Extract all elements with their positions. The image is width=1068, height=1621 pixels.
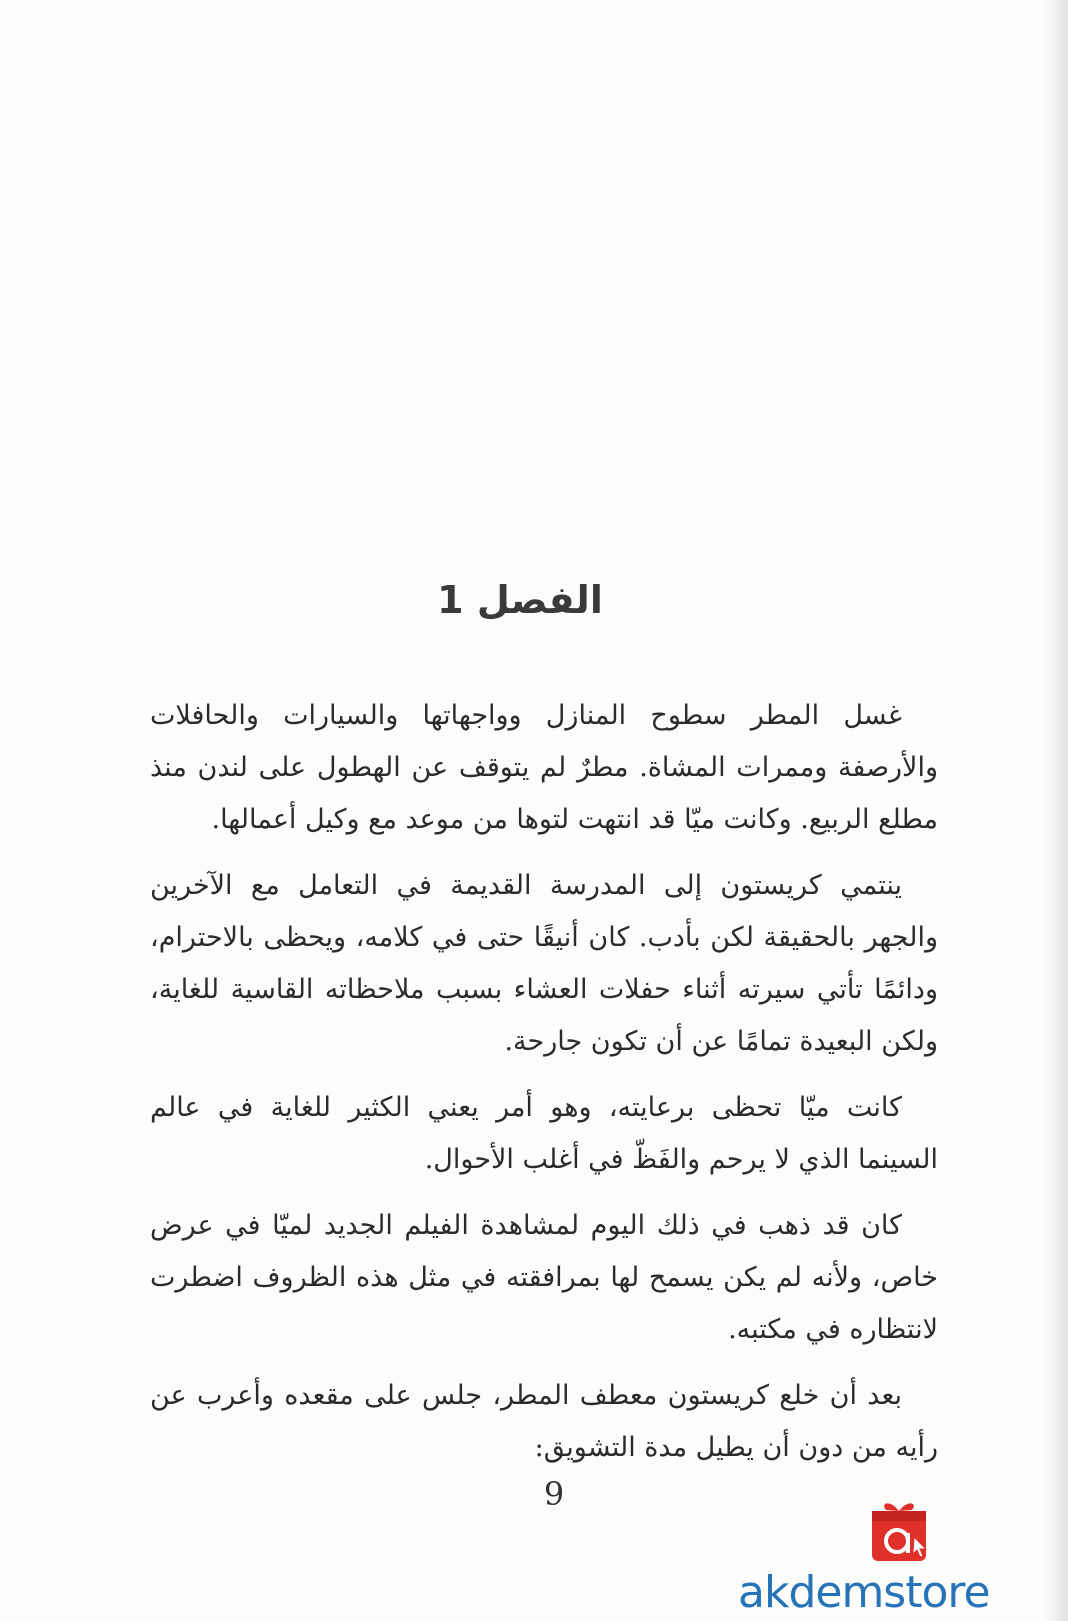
book-gift-icon [864, 1497, 934, 1567]
page-edge-shadow [1044, 0, 1068, 1621]
paragraph: بعد أن خلع كريستون معطف المطر، جلس على مقعده وأعرب عن رأيه من دون أن يطيل مدة التشويق: [150, 1380, 938, 1463]
store-watermark-logo [738, 1497, 1058, 1617]
page-number: 9 [543, 1475, 565, 1513]
chapter-title: الفصل 1 [437, 578, 603, 622]
paragraph: ينتمي كريستون إلى المدرسة القديمة في التعامل مع الآخرين والجهر بالحقيقة لكن بأدب. كان أنيقًا حتى في كلامه، ويحظى بالاحترام، ودائمًا تأتي سيرته أثناء حفلات العشاء بسبب ملاحظاته القاسية للغاية، ولكن البعيدة تمامًا عن أن تكون جارحة. [150, 870, 938, 1057]
paragraph: كان قد ذهب في ذلك اليوم لمشاهدة الفيلم الجديد لميّا في عرض خاص، ولأنه لم يكن يسمح لها بمرافقته في مثل هذه الظروف اضطرت لانتظاره في مكتبه. [150, 1210, 938, 1345]
paragraph: كانت ميّا تحظى برعايته، وهو أمر يعني الكثير للغاية في عالم السينما الذي لا يرحم والفَظّ في أغلب الأحوال. [150, 1092, 938, 1175]
store-name: akdemstore [738, 1567, 990, 1618]
paragraph: غسل المطر سطوح المنازل وواجهاتها والسيارات والحافلات والأرصفة وممرات المشاة. مطرٌ لم يتوقف عن الهطول على لندن منذ مطلع الربيع. وكانت ميّا قد انتهت لتوها من موعد مع وكيل أعمالها. [150, 700, 938, 835]
chapter-body [150, 690, 938, 1488]
